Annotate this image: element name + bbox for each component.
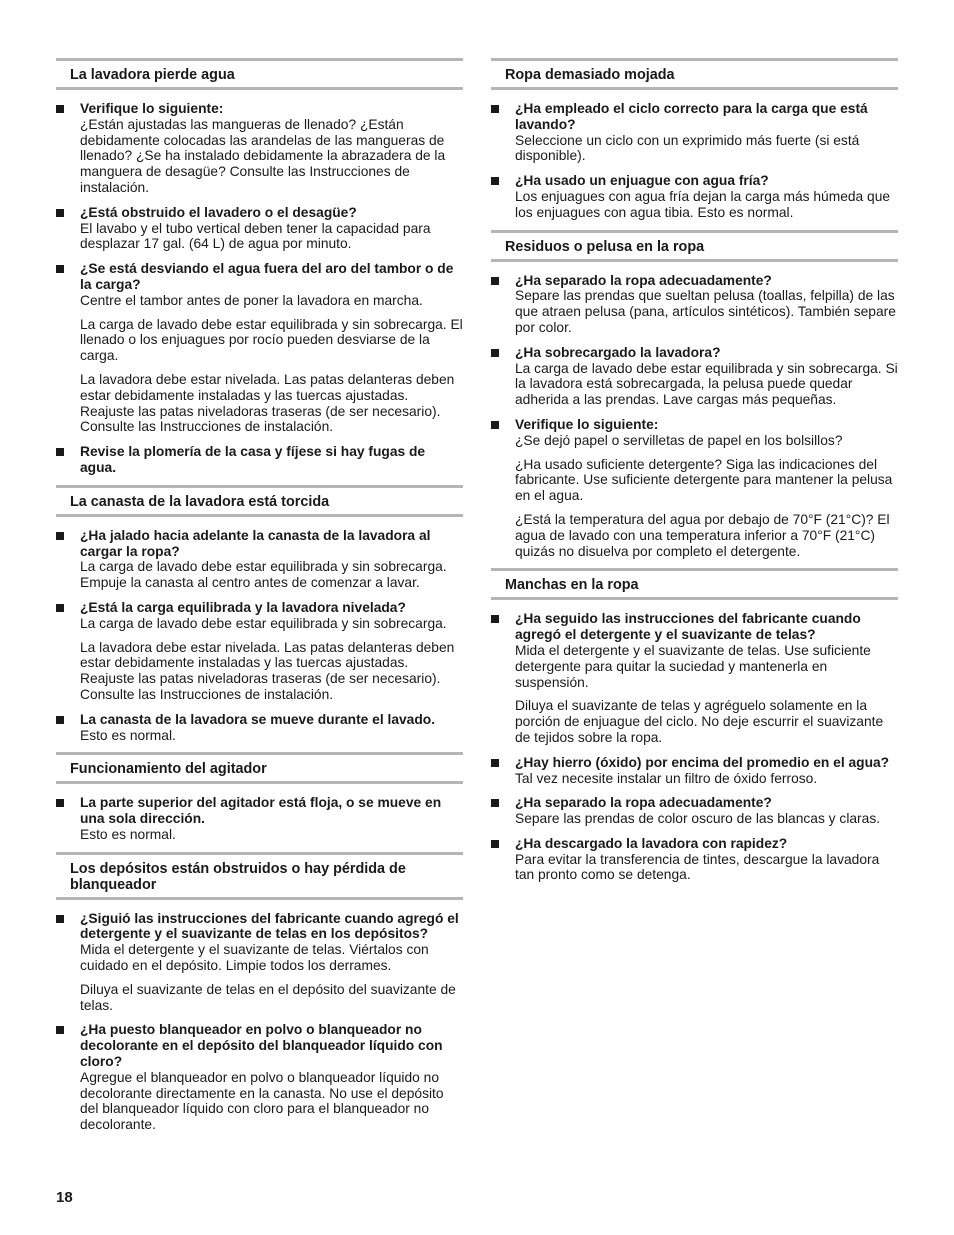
section-heading: La lavadora pierde agua [56,58,463,90]
item-body [80,205,463,252]
list-item [491,173,898,220]
item-body [515,417,898,559]
item-body [80,528,463,591]
section-heading: Ropa demasiado mojada [491,58,898,90]
list-item [56,712,463,744]
question-text: Revise la plomería de la casa y fíjese si hay fugas de agua. [80,444,426,475]
list-item [491,101,898,164]
right-column [491,58,898,892]
square-bullet-icon [56,261,80,435]
answer-text: La lavadora debe estar nivelada. Las patas delanteras deben estar debidamente instaladas y las tuercas ajustadas. Reajuste las patas niveladoras traseras (de ser necesario). Consulte las Instrucciones de instalación. [80,371,455,435]
section-heading: Manchas en la ropa [491,568,898,600]
item-body [80,101,463,196]
answer-text: Para evitar la transferencia de tintes, descargue la lavadora tan pronto como se detenga. [515,851,880,883]
answer-text: La carga de lavado debe estar equilibrada y sin sobrecarga. Si la lavadora está sobrecargada, la pelusa puede quedar adherida a las prendas. Lave cargas más pequeñas. [515,360,898,408]
list-item [491,417,898,559]
answer-text: Agregue el blanqueador en polvo o blanqueador líquido no decolorante directamente en la canasta. No use el depósito del blanqueador líquido con cloro para el blanqueador no decolorante. [80,1069,444,1133]
question-text: La parte superior del agitador está floja, o se mueve en una sola dirección. [80,795,442,827]
item-body [515,795,898,827]
item-body [80,712,463,744]
section-heading: Residuos o pelusa en la ropa [491,230,898,262]
list-item [56,444,463,476]
square-bullet-icon [491,173,515,220]
list-item [56,600,463,703]
answer-text: El lavabo y el tubo vertical deben tener la capacidad para desplazar 17 gal. (64 L) de agua por minuto. [80,220,431,252]
answer-text: La carga de lavado debe estar equilibrada y sin sobrecarga. El llenado o los enjuagues por rocío pueden desviarse de la carga. [80,316,463,364]
question-text: ¿Hay hierro (óxido) por encima del promedio en el agua? [515,754,890,770]
square-bullet-icon [491,345,515,408]
troubleshooting-section [491,230,898,560]
list-item [56,911,463,1014]
answer-text: ¿Está la temperatura del agua por debajo de 70°F (21°C)? El agua de lavado con una temperatura inferior a 70°F (21°C) quizás no disuelva por completo el detergente. [515,511,890,559]
troubleshooting-section [56,485,463,744]
square-bullet-icon [56,444,80,476]
answer-text: Diluya el suavizante de telas y agréguelo solamente en la porción de enjuague del ciclo. No deje escurrir el suavizante de tejidos sobre la ropa. [515,698,884,745]
troubleshooting-section [56,752,463,842]
answer-text: Mida el detergente y el suavizante de telas. Viértalos con cuidado en el depósito. Limpie todos los derrames. [80,942,429,974]
section-heading: La canasta de la lavadora está torcida [56,485,463,517]
section-heading: Los depósitos están obstruidos o hay pérdida de blanqueador [56,852,463,900]
question-text: ¿Ha puesto blanqueador en polvo o blanqueador no decolorante en el depósito del blanqueador líquido con cloro? [80,1022,443,1070]
square-bullet-icon [56,795,80,842]
question-text: ¿Ha separado la ropa adecuadamente? [515,272,772,288]
list-item [491,611,898,745]
square-bullet-icon [56,101,80,196]
item-body [515,173,898,220]
list-item [56,205,463,252]
answer-text: Separe las prendas de color oscuro de las blancas y claras. [515,811,881,827]
question-text: ¿Ha jalado hacia adelante la canasta de la lavadora al cargar la ropa? [80,527,431,559]
square-bullet-icon [491,611,515,745]
item-body [515,101,898,164]
answer-text: Esto es normal. [80,826,176,842]
list-item [491,836,898,883]
troubleshooting-section [56,852,463,1133]
answer-text: ¿Ha usado suficiente detergente? Siga las indicaciones del fabricante. Use suficiente detergente para mantener la pelusa en el agua. [515,456,893,504]
item-body [515,345,898,408]
answer-text: Mida el detergente y el suavizante de telas. Use suficiente detergente para quitar la suciedad y mantenerla en suspensión. [515,642,871,690]
answer-text: La carga de lavado debe estar equilibrada y sin sobrecarga. [80,615,447,631]
list-item [56,1022,463,1133]
answer-text: Diluya el suavizante de telas en el depósito del suavizante de telas. [80,981,456,1013]
item-body [80,600,463,703]
question-text: ¿Ha seguido las instrucciones del fabricante cuando agregó el detergente y el suavizante de telas? [515,611,861,643]
question-text: ¿Ha descargado la lavadora con rapidez? [515,835,788,851]
item-body [515,611,898,745]
question-text: ¿Ha usado un enjuague con agua fría? [515,173,769,189]
question-text: ¿Está obstruido el lavadero o el desagüe? [80,204,357,220]
list-item [56,795,463,842]
item-body [515,836,898,883]
square-bullet-icon [56,712,80,744]
item-body [80,444,463,476]
item-body [80,1022,463,1133]
page-number: 18 [56,1189,73,1206]
answer-text: La lavadora debe estar nivelada. Las patas delanteras deben estar debidamente instaladas y las tuercas ajustadas. Reajuste las patas niveladoras traseras (de ser necesario). Consulte las Instrucciones de instalación. [80,639,455,702]
answer-text: ¿Se dejó papel o servilletas de papel en los bolsillos? [515,432,843,448]
list-item [56,261,463,435]
answer-text: Seleccione un ciclo con un exprimido más fuerte (si está disponible). [515,132,860,164]
section-heading: Funcionamiento del agitador [56,752,463,784]
square-bullet-icon [56,1022,80,1133]
square-bullet-icon [56,911,80,1014]
square-bullet-icon [56,528,80,591]
question-text: ¿Siguió las instrucciones del fabricante cuando agregó el detergente y el suavizante de telas en los depósitos? [80,910,459,942]
item-body [80,795,463,842]
square-bullet-icon [491,755,515,787]
square-bullet-icon [491,836,515,883]
question-text: ¿Ha sobrecargado la lavadora? [515,344,721,360]
square-bullet-icon [491,417,515,559]
square-bullet-icon [56,600,80,703]
answer-text: Tal vez necesite instalar un filtro de óxido ferroso. [515,770,818,786]
answer-text: Esto es normal. [80,727,176,743]
question-text: ¿Está la carga equilibrada y la lavadora nivelada? [80,599,406,615]
item-body [515,273,898,336]
item-body [80,911,463,1014]
item-body [80,261,463,435]
list-item [491,795,898,827]
square-bullet-icon [56,205,80,252]
question-text: Verifique lo siguiente: [515,416,659,432]
left-column [56,58,463,1142]
list-item [56,528,463,591]
square-bullet-icon [491,273,515,336]
troubleshooting-section [56,58,463,476]
question-text: ¿Ha empleado el ciclo correcto para la carga que está lavando? [515,101,868,132]
question-text: Verifique lo siguiente: [80,101,224,116]
square-bullet-icon [491,795,515,827]
answer-text: Centre el tambor antes de poner la lavadora en marcha. [80,292,423,308]
question-text: La canasta de la lavadora se mueve durante el lavado. [80,711,436,727]
square-bullet-icon [491,101,515,164]
answer-text: Separe las prendas que sueltan pelusa (toallas, felpilla) de las que atraen pelusa (pana, artículos sintéticos). También separe por color. [515,288,896,335]
answer-text: Los enjuagues con agua fría dejan la carga más húmeda que los enjuagues con agua tibia. Esto es normal. [515,188,891,220]
list-item [491,345,898,408]
troubleshooting-section [491,568,898,883]
list-item [56,101,463,196]
answer-text: La carga de lavado debe estar equilibrada y sin sobrecarga. Empuje la canasta al centro antes de comenzar a lavar. [80,559,447,591]
list-item [491,273,898,336]
troubleshooting-section [491,58,898,221]
answer-text: ¿Están ajustadas las mangueras de llenado? ¿Están debidamente colocadas las arandelas de las mangueras de llenado? ¿Se ha instalado debidamente la abrazadera de la manguera de desagüe? Consulte las Instrucciones de instalación. [80,116,446,195]
item-body [515,755,898,787]
question-text: ¿Se está desviando el agua fuera del aro del tambor o de la carga? [80,261,454,292]
question-text: ¿Ha separado la ropa adecuadamente? [515,795,772,811]
list-item [491,755,898,787]
